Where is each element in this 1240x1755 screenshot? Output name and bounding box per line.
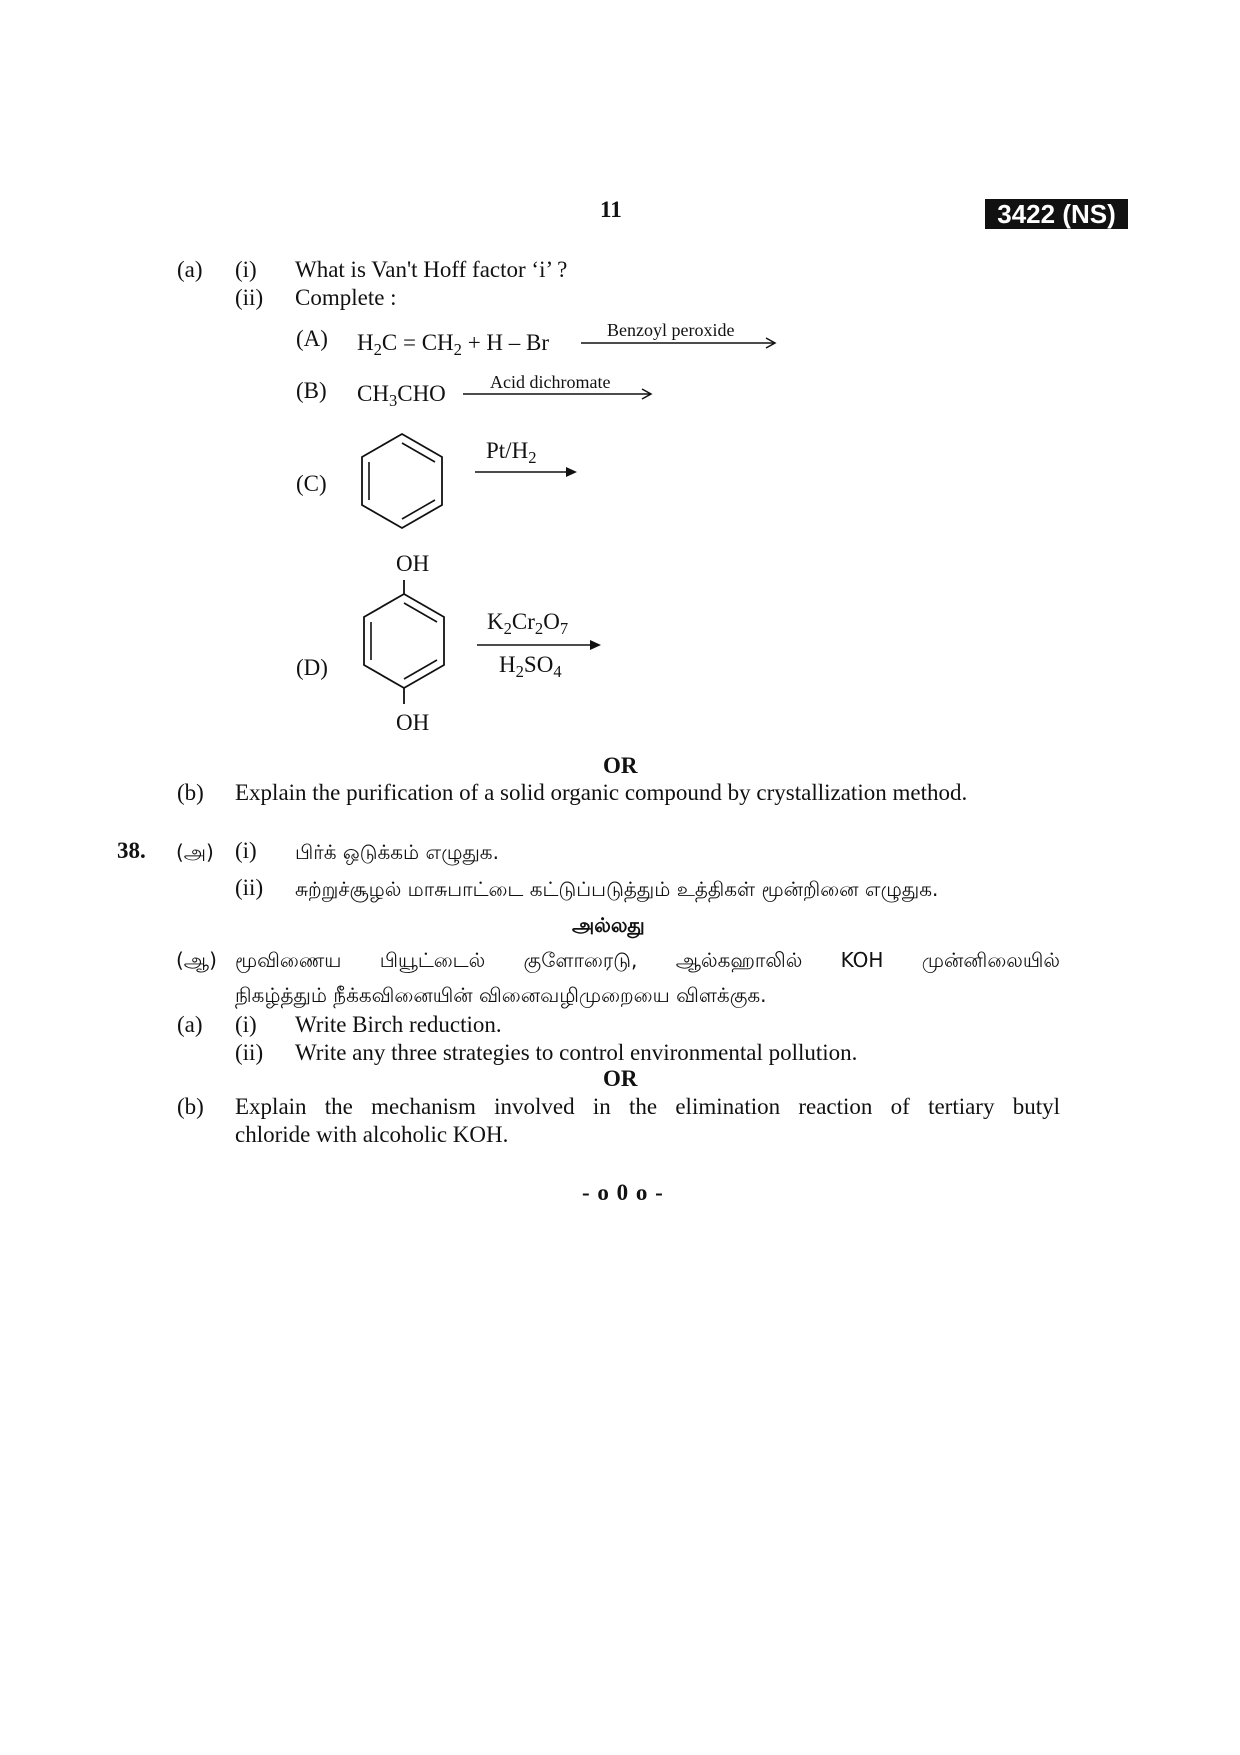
- elimination-question-line-2: chloride with alcoholic KOH.: [235, 1122, 509, 1147]
- reaction-b-label: (B): [296, 378, 327, 403]
- reaction-a-label: (A): [296, 326, 328, 351]
- reaction-d-arrow: [476, 638, 604, 652]
- vant-hoff-question: What is Van't Hoff factor ‘i’ ?: [295, 257, 568, 282]
- tamil-part-b-label: (ஆ): [176, 948, 217, 972]
- tamil-elimination-line-1: மூவிணைய பியூட்டைல் குளோரைடு, ஆல்கஹாலில் KOH முன்னிலையில்: [235, 948, 1060, 972]
- reaction-a-arrow: [580, 336, 780, 350]
- benzene-ring-icon: [356, 430, 448, 534]
- english-part-a-label: (a): [177, 1012, 203, 1037]
- reaction-a-equation: $H_2C = CH_2 + H - Br$: [357, 330, 550, 359]
- sub-ii-label: (ii): [235, 285, 264, 310]
- reaction-d-reagent-bottom: $H_2SO_4$: [499, 652, 562, 681]
- english-sub-ii-label: (ii): [235, 1040, 264, 1065]
- birch-reduction-question: Write Birch reduction.: [295, 1012, 502, 1037]
- tamil-elimination-line-2: நிகழ்த்தும் நீக்கவினையின் வினைவழிமுறையை விளக்குக.: [235, 983, 767, 1007]
- reaction-d-oh-bottom: OH: [396, 710, 430, 735]
- end-of-paper-marker: - o 0 o -: [582, 1180, 664, 1205]
- english-sub-i-label: (i): [235, 1012, 257, 1037]
- part-b-label: (b): [177, 780, 204, 805]
- elimination-question-line-1: Explain the mechanism involved in the elimination reaction of tertiary butyl: [235, 1094, 1060, 1119]
- tamil-part-a-label: (அ): [176, 840, 214, 864]
- tamil-birch-question: பிர்க் ஒடுக்கம் எழுதுக.: [295, 840, 499, 864]
- tamil-sub-i-label: (i): [235, 838, 257, 863]
- page-number: 11: [600, 197, 622, 222]
- paper-code-badge: 3422 (NS): [985, 199, 1128, 229]
- reaction-b-arrow: [462, 387, 654, 401]
- tamil-sub-ii-label: (ii): [235, 875, 264, 900]
- reaction-c-reagent: $Pt/H_2$: [486, 438, 537, 467]
- question-38-number: 38.: [117, 838, 146, 863]
- sub-i-label: (i): [235, 257, 257, 282]
- reaction-a-reagent: Benzoyl peroxide: [607, 320, 735, 340]
- hydroquinone-ring-icon: [358, 578, 450, 706]
- or-divider-2: OR: [603, 1066, 638, 1091]
- reaction-b-reagent: Acid dichromate: [490, 372, 611, 392]
- crystallization-question: Explain the purification of a solid organic compound by crystallization method.: [235, 780, 968, 805]
- reaction-c-arrow: [474, 465, 580, 479]
- part-a-label: (a): [177, 257, 203, 282]
- reaction-b-equation: $CH_3CHO$: [357, 381, 446, 410]
- tamil-pollution-question: சுற்றுச்சூழல் மாசுபாட்டை கட்டுப்படுத்தும் உத்திகள் மூன்றினை எழுதுக.: [295, 877, 939, 901]
- tamil-or-divider: அல்லது: [572, 913, 645, 937]
- reaction-d-reagent-top: $K_2Cr_2O_7$: [487, 609, 569, 638]
- or-divider-1: OR: [603, 753, 638, 778]
- reaction-d-label: (D): [296, 655, 328, 680]
- english-part-b-label: (b): [177, 1094, 204, 1119]
- pollution-strategies-question: Write any three strategies to control environmental pollution.: [295, 1040, 858, 1065]
- reaction-d-oh-top: OH: [396, 551, 430, 576]
- reaction-c-label: (C): [296, 471, 327, 496]
- complete-instruction: Complete :: [295, 285, 397, 310]
